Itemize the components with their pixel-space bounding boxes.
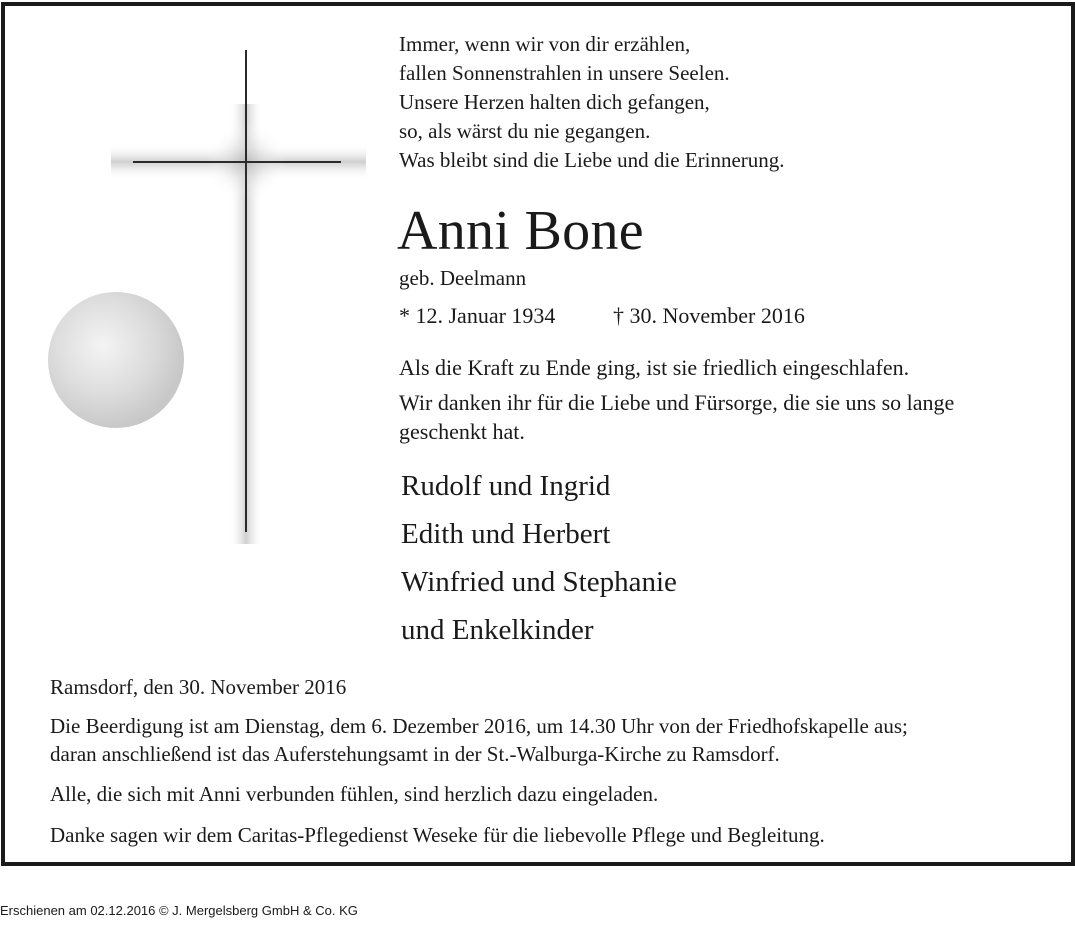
publication-credit: Erschienen am 02.12.2016 © J. Mergelsberg GmbH & Co. KG bbox=[0, 903, 358, 918]
cross-and-sun-illustration bbox=[41, 44, 371, 544]
care-thanks-text: Danke sagen wir dem Caritas-Pflegedienst Weseke für die liebevolle Pflege und Begleitung. bbox=[50, 823, 825, 847]
funeral-line: daran anschließend ist das Auferstehungsamt in der St.-Walburga-Kirche zu Ramsdorf. bbox=[50, 742, 780, 766]
poem-line: Unsere Herzen halten dich gefangen, bbox=[399, 90, 710, 114]
family-member: und Enkelkinder bbox=[401, 614, 594, 646]
family-member: Winfried und Stephanie bbox=[401, 566, 677, 598]
thanks-statement: Wir danken ihr für die Liebe und Fürsorge, die sie uns so lange geschenkt hat. bbox=[399, 390, 955, 444]
funeral-line: Die Beerdigung ist am Dienstag, dem 6. Dezember 2016, um 14.30 Uhr von der Friedhofskapelle aus; bbox=[50, 714, 908, 738]
sun-shape bbox=[48, 292, 184, 428]
birth-date: * 12. Januar 1934 bbox=[399, 303, 556, 328]
life-dates bbox=[399, 301, 805, 331]
death-date: † 30. November 2016 bbox=[613, 303, 805, 328]
family-member: Rudolf und Ingrid bbox=[401, 470, 611, 502]
poem-line: Was bleibt sind die Liebe und die Erinnerung. bbox=[399, 148, 785, 172]
funeral-details bbox=[50, 712, 908, 768]
family-member: Edith und Herbert bbox=[401, 518, 611, 550]
memorial-poem bbox=[399, 30, 785, 175]
poem-line: fallen Sonnenstrahlen in unsere Seelen. bbox=[399, 61, 730, 85]
cross-shape bbox=[111, 50, 366, 544]
poem-line: Immer, wenn wir von dir erzählen, bbox=[399, 32, 691, 56]
deceased-name: Anni Bone bbox=[397, 200, 644, 262]
family-signatures bbox=[401, 462, 677, 654]
place-and-date: Ramsdorf, den 30. November 2016 bbox=[50, 675, 347, 699]
passing-statement: Als die Kraft zu Ende ging, ist sie friedlich eingeschlafen. bbox=[399, 355, 910, 380]
poem-line: so, als wärst du nie gegangen. bbox=[399, 119, 651, 143]
invitation-text: Alle, die sich mit Anni verbunden fühlen, sind herzlich dazu eingeladen. bbox=[50, 782, 659, 806]
obituary-frame bbox=[1, 2, 1075, 866]
maiden-name: geb. Deelmann bbox=[399, 266, 527, 290]
